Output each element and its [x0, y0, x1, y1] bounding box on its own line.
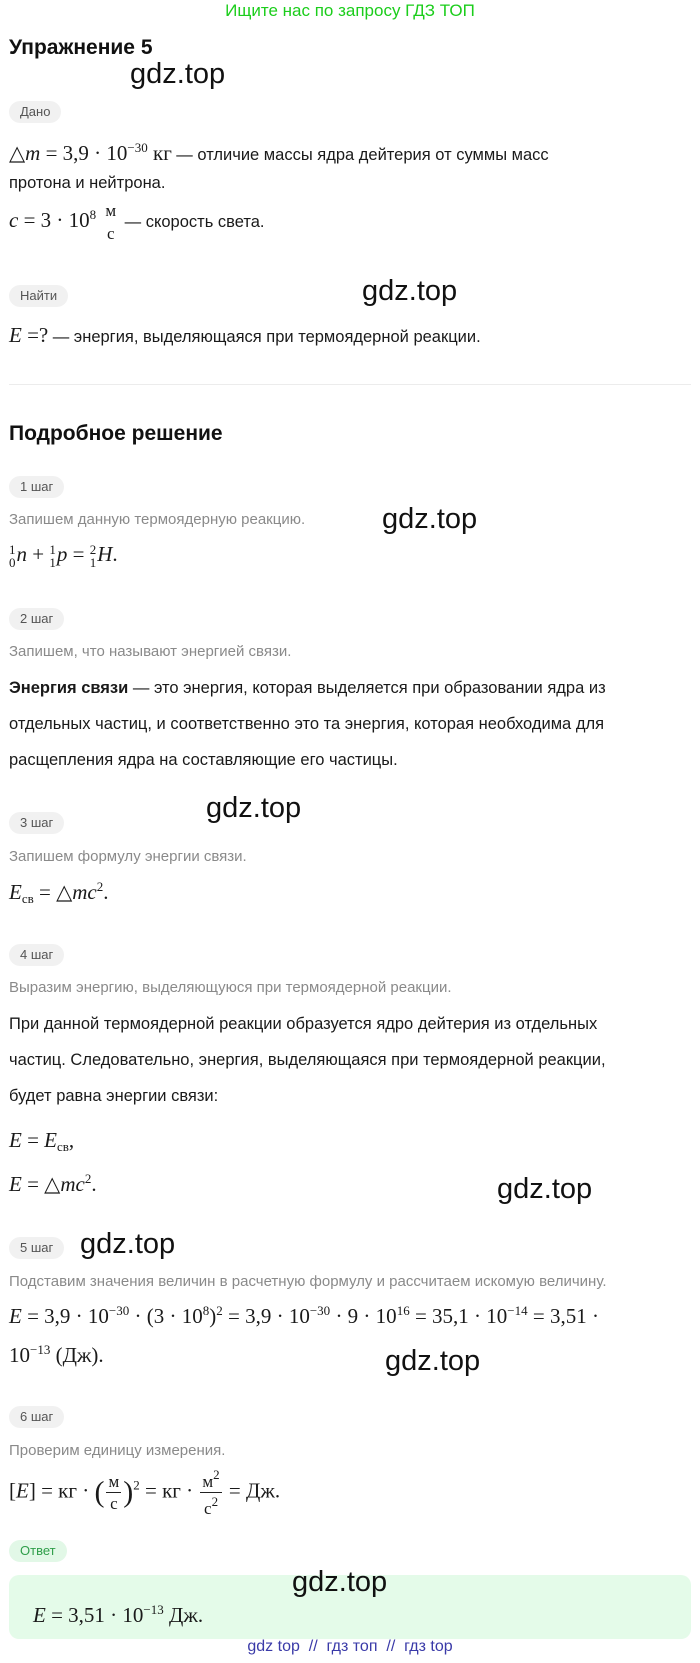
watermark: gdz.top — [497, 1173, 593, 1205]
answer-label: Ответ — [9, 1540, 67, 1562]
find-line — [9, 323, 481, 349]
given-line-mass — [9, 140, 549, 167]
step-label: 2 шаг — [9, 608, 64, 630]
step-6-hint: Проверим единицу измерения. — [9, 1442, 226, 1459]
given-badge — [9, 101, 61, 123]
step-2-definition-line2: отдельных частиц, и соответственно это та энергия, которая необходима для — [9, 715, 605, 733]
step-label: 6 шаг — [9, 1406, 64, 1428]
step-2-hint: Запишем, что называют энергией связи. — [9, 643, 292, 660]
step-4-line2: частиц. Следовательно, энергия, выделяющаяся при термоядерной реакции, — [9, 1051, 606, 1069]
exercise-title: Упражнение 5 — [9, 36, 153, 59]
step-6-badge — [9, 1406, 64, 1428]
section-divider — [9, 384, 691, 385]
term-binding-energy: Энергия связи — [9, 679, 129, 697]
footer-links[interactable]: gdz top // гдз топ // гдз top — [247, 1638, 453, 1655]
solution-title: Подробное решение — [9, 422, 223, 445]
step-label: 3 шаг — [9, 812, 64, 834]
given-line-speed — [9, 202, 265, 242]
given-speed-text: — скорость света. — [124, 212, 265, 231]
search-banner[interactable]: Ищите нас по запросу ГДЗ ТОП — [225, 1, 475, 20]
step-4-line3: будет равна энергии связи: — [9, 1087, 219, 1105]
formula-mass-defect: △m = $3,9 \cdot 10^{-30}$ кг — [9, 140, 172, 165]
step-3-hint: Запишем формулу энергии связи. — [9, 848, 247, 865]
step-2-definition-line3: расщепления ядра на составляющие его частицы. — [9, 751, 398, 769]
formula-unit-check: [E] = кг · ( $\frac{м}{с}$ )$^2$ = кг · $\frac{м^2}{с^2}$ = Дж. — [9, 1467, 281, 1518]
step-4-line1: При данной термоядерной реакции образуется ядро дейтерия из отдельных — [9, 1015, 598, 1033]
watermark: gdz.top — [385, 1345, 481, 1377]
given-label: Дано — [9, 101, 61, 123]
given-mass-text-cont: протона и нейтрона. — [9, 174, 166, 192]
formula-e-equals-ecv: $E = E_{св}$, — [9, 1128, 75, 1154]
step-label: 1 шаг — [9, 476, 64, 498]
given-mass-text: — отличие массы ядра дейтерия от суммы масс — [176, 146, 549, 164]
formula-reaction: 1 0 n + 1 1 p = 2 1 H. — [9, 542, 118, 571]
watermark: gdz.top — [362, 275, 458, 307]
step-2-definition-line1 — [9, 676, 606, 700]
definition-text: — это энергия, которая выделяется при образовании ядра из — [132, 679, 606, 697]
formula-energy-unknown: E =? — [9, 323, 49, 347]
step-1-badge — [9, 476, 64, 498]
watermark: gdz.top — [206, 792, 302, 824]
step-4-hint: Выразим энергию, выделяющуюся при термоядерной реакции. — [9, 979, 452, 996]
watermark: gdz.top — [382, 503, 478, 535]
step-label: 5 шаг — [9, 1237, 64, 1259]
step-label: 4 шаг — [9, 944, 64, 966]
watermark: gdz.top — [292, 1566, 388, 1598]
answer-badge — [9, 1540, 67, 1562]
formula-calculation-cont: $10^{-13}$ (Дж). — [9, 1342, 104, 1367]
formula-calculation: $E = 3,9 \cdot 10^{-30} \cdot (3 \cdot 10^8)^2 = 3,9 \cdot 10^{-30} \cdot 9 \cdot 10^{16} = 35,1 \cdot 10^{-14} = 3,51$ · — [9, 1303, 599, 1328]
step-1-hint: Запишем данную термоядерную реакцию. — [9, 511, 306, 528]
find-label: Найти — [9, 285, 68, 307]
step-3-badge — [9, 812, 64, 834]
step-2-badge — [9, 608, 64, 630]
answer-formula: $E = 3,51 \cdot 10^{-13}$ Дж. — [33, 1602, 204, 1627]
formula-speed-of-light: $c = 3 \cdot 10^8$ м с — [9, 201, 117, 243]
formula-e-equals-mc2: $E = \triangle mc^2$. — [9, 1171, 97, 1196]
step-5-hint: Подставим значения величин в расчетную формулу и рассчитаем искомую величину. — [9, 1273, 607, 1290]
find-badge — [9, 285, 68, 307]
formula-binding-energy: $E_{св}$ = $\triangle mc^2$. — [9, 879, 109, 906]
find-text: — энергия, выделяющаяся при термоядерной реакции. — [52, 328, 481, 346]
watermark: gdz.top — [130, 58, 226, 90]
watermark: gdz.top — [80, 1228, 176, 1260]
step-5-badge — [9, 1237, 64, 1259]
step-4-badge — [9, 944, 64, 966]
